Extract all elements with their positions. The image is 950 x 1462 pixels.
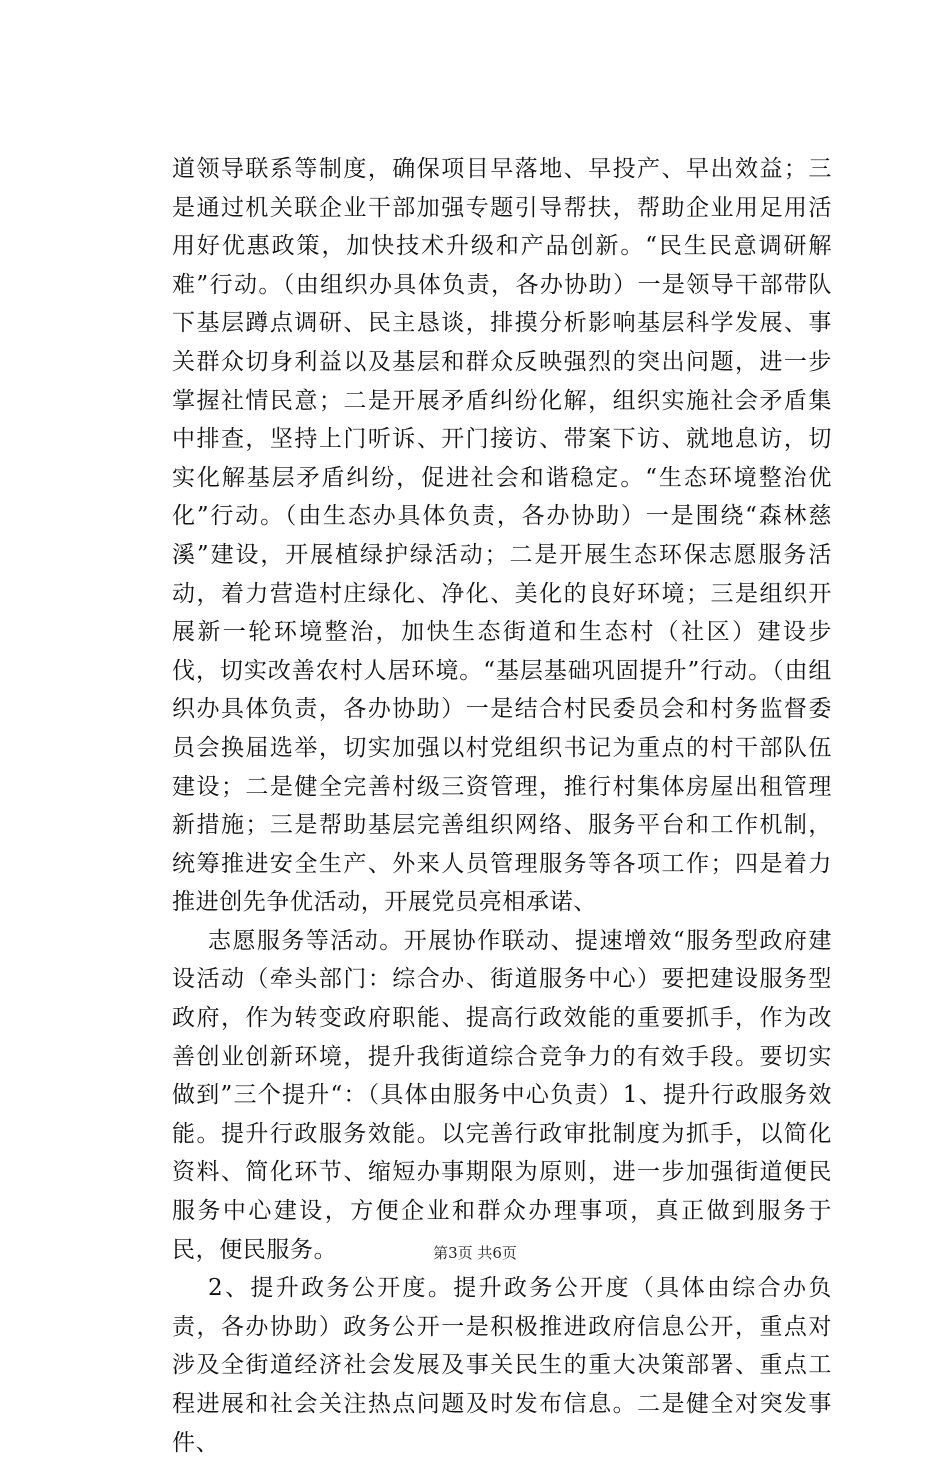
paragraph-1: 道领导联系等制度，确保项目早落地、早投产、早出效益；三是通过机关联企业干部加强专题引导帮扶，帮助企业用足用活用好优惠政策，加快技术升级和产品创新。“民生民意调研解难”行动。（由组织办具体负责，各办协助）一是领导干部带队下基层蹲点调研、民主恳谈，排摸分析影响基层科学发展、事关群众切身利益以及基层和群众反映强烈的突出问题，进一步掌握社情民意；二是开展矛盾纠纷化解，组织实施社会矛盾集中排查，坚持上门听诉、开门接访、带案下访、就地息访，切实化解基层矛盾纠纷，促进社会和谐稳定。“生态环境整治优化”行动。（由生态办具体负责，各办协助）一是围绕“森林慈溪”建设，开展植绿护绿活动；二是开展生态环保志愿服务活动，着力营造村庄绿化、净化、美化的良好环境；三是组织开展新一轮环境整治，加快生态街道和生态村（社区）建设步伐，切实改善农村人居环境。“基层基础巩固提升”行动。（由组织办具体负责，各办协助）一是结合村民委员会和村务监督委员会换届选举，切实加强以村党组织书记为重点的村干部队伍建设；二是健全完善村级三资管理，推行村集体房屋出租管理新措施；三是帮助基层完善组织网络、服务平台和工作机制，统筹推进安全生产、外来人员管理服务等各项工作；四是着力推进创先争优活动，开展党员亮相承诺、 bbox=[172, 156, 832, 916]
paragraph-2: 志愿服务等活动。开展协作联动、提速增效“服务型政府建设活动（牵头部门：综合办、街道服务中心）要把建设服务型政府，作为转变政府职能、提高行政效能的重要抓手，作为改善创业创新环境，提升我街道综合竞争力的有效手段。要切实做到”三个提升“：（具体由服务中心负责）1、提升行政服务效能。提升行政服务效能。以完善行政审批制度为抓手，以简化资料、简化环节、缩短办事期限为原则，进一步加强街道便民服务中心建设，方便企业和群众办理事项，真正做到服务于民，便民服务。 bbox=[172, 927, 832, 1263]
document-body bbox=[172, 150, 832, 1462]
page-number-footer: 第3页 共6页 bbox=[433, 1244, 517, 1262]
paragraph-3: 2、提升政务公开度。提升政务公开度（具体由综合办负责，各办协助）政务公开一是积极推进政府信息公开，重点对涉及全街道经济社会发展及事关民生的重大决策部署、重点工程进展和社会关注热点问题及时发布信息。二是健全对突发事件、 bbox=[172, 1275, 832, 1456]
